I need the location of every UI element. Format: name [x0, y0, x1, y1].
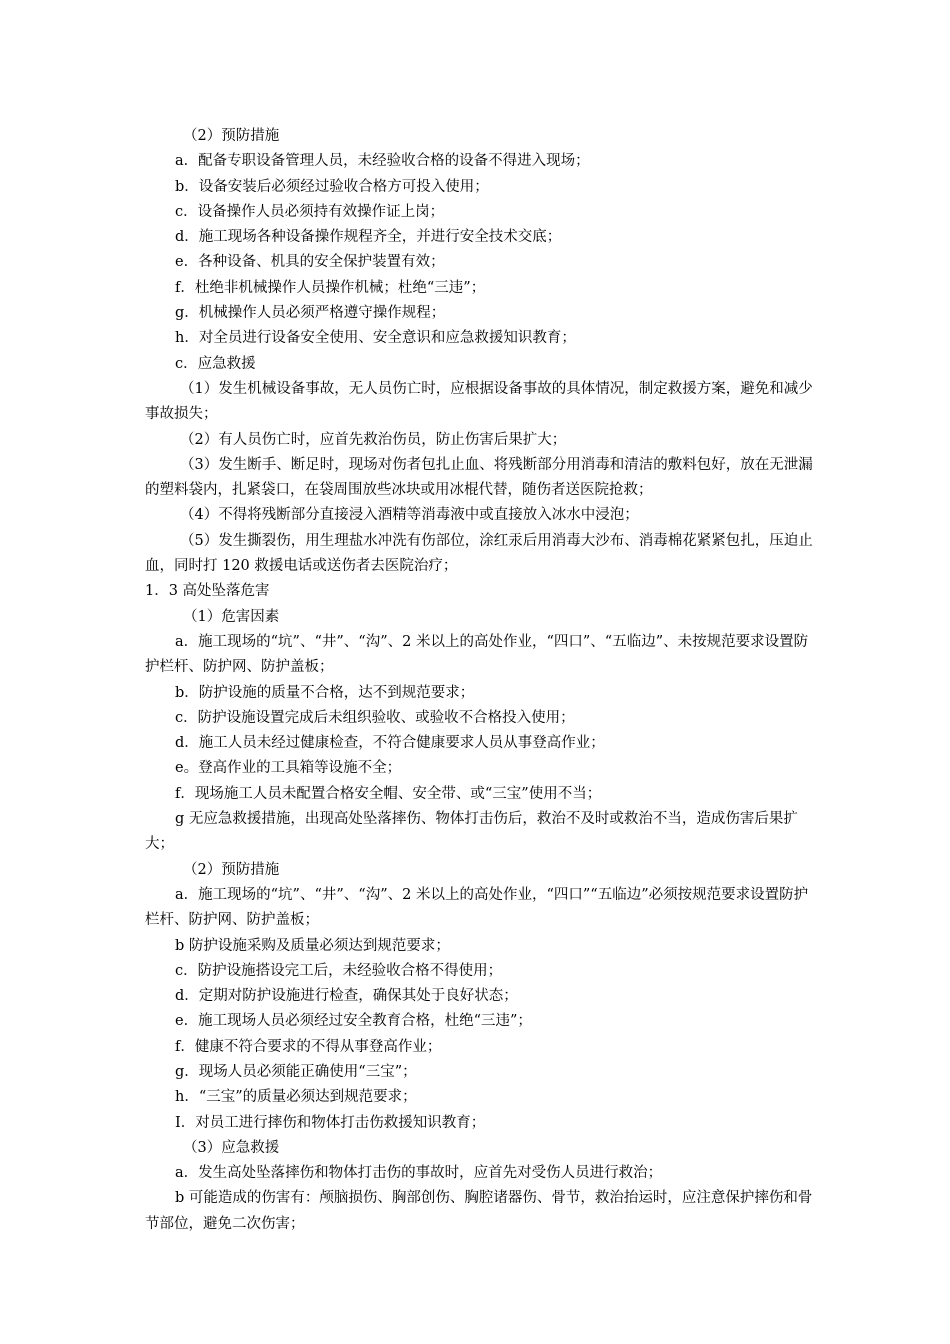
- list-item: b．防护设施的质量不合格，达不到规范要求；: [175, 684, 475, 701]
- list-item: c．防护设施设置完成后未组织验收、或验收不合格投入使用；: [175, 709, 575, 726]
- subheading-hazard-factors: （1）危害因素: [183, 608, 280, 625]
- list-item: c．防护设施搭设完工后，未经验收合格不得使用；: [175, 962, 503, 979]
- section-heading: 1．3 高处坠落危害: [145, 583, 270, 600]
- list-item: c．设备操作人员必须持有效操作证上岗；: [175, 203, 445, 220]
- list-item: e．施工现场人员必须经过安全教育合格，杜绝“三违”；: [175, 1013, 532, 1030]
- paragraph: （2）有人员伤亡时，应首先救治伤员，防止伤害后果扩大；: [180, 431, 567, 448]
- list-item: b．设备安装后必须经过验收合格方可投入使用；: [175, 178, 489, 195]
- list-item: e。登高作业的工具箱等设施不全；: [175, 760, 402, 777]
- list-item: g．现场人员必须能正确使用“三宝”；: [175, 1063, 417, 1080]
- list-item: a．发生高处坠落摔伤和物体打击伤的事故时，应首先对受伤人员进行救治；: [175, 1165, 663, 1182]
- paragraph: （3）发生断手、断足时，现场对伤者包扎止血、将残断部分用消毒和清洁的敷料包好，放在无泄漏的塑料袋内，扎紧袋口，在袋周围放些冰块或用冰棍代替，随伤者送医院抢救；: [145, 456, 813, 499]
- list-item: a．施工现场的“坑”、“井”、“沟”、2 米以上的高处作业，“四口”、“五临边”、未按规范要求设置防护栏杆、防护网、防护盖板；: [145, 633, 809, 676]
- paragraph: （4）不得将残断部分直接浸入酒精等消毒液中或直接放入冰水中浸泡；: [180, 507, 639, 524]
- list-item: f．杜绝非机械操作人员操作机械；杜绝“三违”；: [175, 279, 486, 296]
- list-item: d．定期对防护设施进行检查，确保其处于良好状态；: [175, 988, 518, 1005]
- subheading-emergency-rescue: c．应急救援: [175, 355, 256, 372]
- list-item: h．对全员进行设备安全使用、安全意识和应急救援知识教育；: [175, 330, 576, 347]
- document-body: [145, 124, 817, 1237]
- list-item: g 无应急救援措施，出现高处坠落摔伤、物体打击伤后，救治不及时或救治不当，造成伤害后果扩大；: [145, 811, 798, 853]
- subheading-prevention: （2）预防措施: [183, 128, 280, 144]
- subheading-prevention: （2）预防措施: [183, 861, 280, 878]
- list-item: f．健康不符合要求的不得从事登高作业；: [175, 1038, 442, 1055]
- list-item: e．各种设备、机具的安全保护装置有效；: [175, 254, 445, 271]
- list-item: f．现场施工人员未配置合格安全帽、安全带、或“三宝”使用不当；: [175, 785, 602, 802]
- list-item: d．施工人员未经过健康检查，不符合健康要求人员从事登高作业；: [175, 735, 605, 752]
- list-item: I．对员工进行摔伤和物体打击伤救援知识教育；: [175, 1114, 486, 1131]
- list-item: g．机械操作人员必须严格遵守操作规程；: [175, 305, 446, 322]
- list-item: b 防护设施采购及质量必须达到规范要求；: [175, 937, 450, 954]
- list-item: a．配备专职设备管理人员，未经验收合格的设备不得进入现场；: [175, 153, 590, 170]
- list-item: a．施工现场的“坑”、“井”、“沟”、2 米以上的高处作业，“四口”“五临边”必须按规范要求设置防护栏杆、防护网、防护盖板；: [145, 886, 809, 929]
- list-item: d．施工现场各种设备操作规程齐全，并进行安全技术交底；: [175, 229, 562, 246]
- list-item: h．“三宝”的质量必须达到规范要求；: [175, 1089, 417, 1106]
- subheading-emergency-rescue: （3）应急救援: [183, 1139, 280, 1156]
- list-item: b 可能造成的伤害有：颅脑损伤、胸部创伤、胸腔诸器伤、骨节，救治抬运时，应注意保护摔伤和骨节部位，避免二次伤害；: [145, 1190, 813, 1232]
- paragraph: （5）发生撕裂伤，用生理盐水冲洗有伤部位，涂红汞后用消毒大沙布、消毒棉花紧紧包扎，压迫止血，同时打 120 救援电话或送伤者去医院治疗；: [145, 532, 813, 575]
- paragraph: （1）发生机械设备事故，无人员伤亡时，应根据设备事故的具体情况，制定救援方案，避免和减少事故损失；: [145, 380, 813, 423]
